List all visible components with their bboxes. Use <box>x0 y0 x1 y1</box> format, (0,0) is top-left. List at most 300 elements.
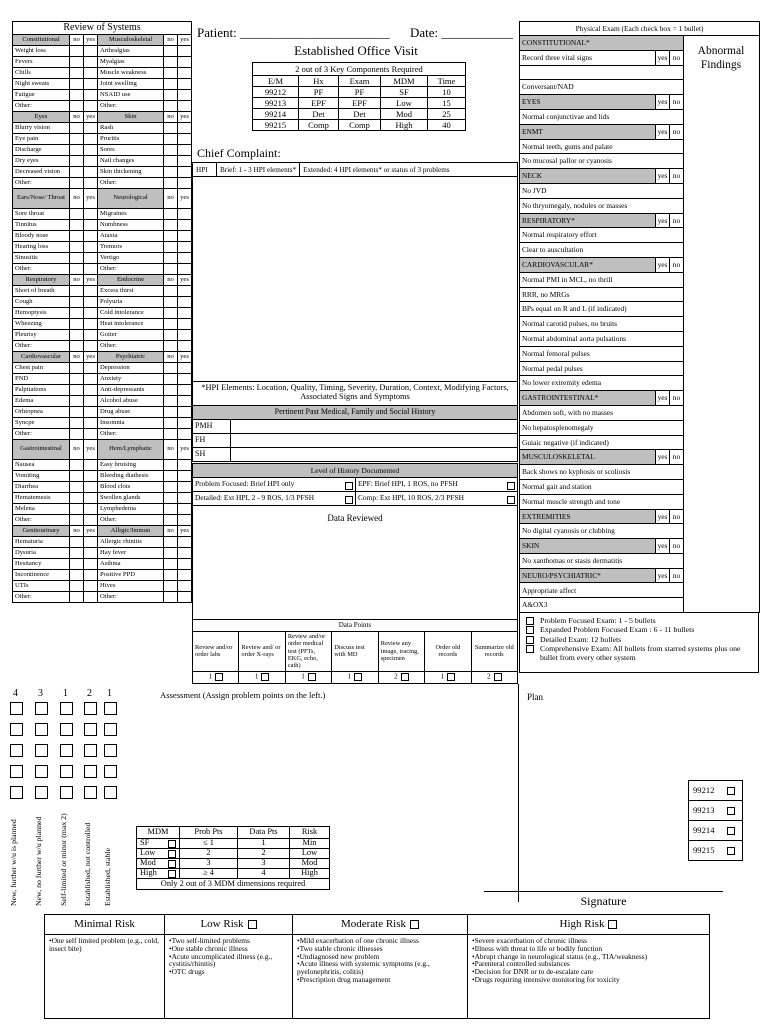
ros-yes-cell[interactable] <box>178 363 192 374</box>
problem-checkbox[interactable] <box>60 723 73 736</box>
ros-yes-cell[interactable] <box>178 145 192 156</box>
ros-no-cell[interactable] <box>164 231 178 242</box>
ros-no-cell[interactable] <box>70 145 84 156</box>
ros-yes-cell[interactable] <box>84 90 98 101</box>
ros-yes-cell[interactable] <box>178 504 192 515</box>
exam-level-option[interactable] <box>526 625 755 634</box>
ros-yes-cell[interactable] <box>84 46 98 57</box>
ros-no-cell[interactable] <box>164 286 178 297</box>
ros-no-cell[interactable] <box>70 407 84 418</box>
ros-yes-cell[interactable] <box>84 559 98 570</box>
checkbox[interactable] <box>507 496 515 504</box>
ros-yes-cell[interactable] <box>178 123 192 134</box>
ros-yes-cell[interactable] <box>84 407 98 418</box>
problem-checkbox[interactable] <box>60 702 73 715</box>
ros-no-cell[interactable] <box>164 209 178 220</box>
ros-yes-cell[interactable] <box>84 385 98 396</box>
exam-yes[interactable]: yes <box>656 257 670 272</box>
checkbox[interactable] <box>261 673 269 681</box>
ros-no-cell[interactable] <box>70 123 84 134</box>
ros-no-cell[interactable] <box>164 374 178 385</box>
problem-checkbox[interactable] <box>84 702 97 715</box>
billing-code-checkbox-cell[interactable] <box>721 801 743 821</box>
checkbox[interactable] <box>507 482 515 490</box>
risk-header[interactable] <box>468 915 710 935</box>
ros-yes-cell[interactable] <box>84 570 98 581</box>
ros-yes-cell[interactable] <box>84 319 98 330</box>
yes-header: yes <box>84 189 98 209</box>
checkbox[interactable] <box>526 626 534 634</box>
ros-no-cell[interactable] <box>70 396 84 407</box>
ros-yes-cell[interactable] <box>178 242 192 253</box>
ros-yes-cell[interactable] <box>178 592 192 603</box>
exam-level-option[interactable] <box>526 616 755 625</box>
ros-yes-cell[interactable] <box>178 418 192 429</box>
problem-checkbox[interactable] <box>35 765 48 778</box>
ros-yes-cell[interactable] <box>178 493 192 504</box>
ros-yes-cell[interactable] <box>84 79 98 90</box>
exam-no[interactable]: no <box>670 95 684 110</box>
data-point-checkbox-cell[interactable] <box>425 671 471 683</box>
exam-yes[interactable]: yes <box>656 568 670 583</box>
ros-no-cell[interactable] <box>70 68 84 79</box>
checkbox[interactable] <box>354 673 362 681</box>
ros-yes-cell[interactable] <box>84 581 98 592</box>
ros-no-cell[interactable] <box>70 308 84 319</box>
problem-checkbox[interactable] <box>10 702 23 715</box>
checkbox[interactable] <box>727 807 735 815</box>
ros-no-cell[interactable] <box>70 134 84 145</box>
ros-no-cell[interactable] <box>70 592 84 603</box>
ros-yes-cell[interactable] <box>178 482 192 493</box>
ros-yes-cell[interactable] <box>84 330 98 341</box>
checkbox[interactable] <box>168 840 176 848</box>
ros-no-cell[interactable] <box>70 253 84 264</box>
mdm-cell: Low <box>290 849 330 859</box>
ros-section-header: Allrgic/Immun <box>98 526 164 537</box>
mdm-cell: Min <box>290 839 330 849</box>
ros-yes-cell[interactable] <box>178 46 192 57</box>
ros-yes-cell[interactable] <box>178 429 192 440</box>
ros-no-cell[interactable] <box>164 515 178 526</box>
em-cell: 99213 <box>253 98 299 109</box>
ros-no-cell[interactable] <box>70 493 84 504</box>
risk-header[interactable] <box>293 915 468 935</box>
problem-checkbox[interactable] <box>60 744 73 757</box>
ros-yes-cell[interactable] <box>84 209 98 220</box>
checkbox[interactable] <box>168 850 176 858</box>
ros-no-cell[interactable] <box>164 134 178 145</box>
ros-no-cell[interactable] <box>164 407 178 418</box>
ros-yes-cell[interactable] <box>84 253 98 264</box>
data-point-value: 1 <box>301 672 305 681</box>
ros-yes-cell[interactable] <box>84 482 98 493</box>
ros-no-cell[interactable] <box>70 504 84 515</box>
exam-no[interactable]: no <box>670 213 684 228</box>
ros-no-cell[interactable] <box>164 90 178 101</box>
data-reviewed-area[interactable] <box>192 506 518 620</box>
data-point-checkbox-cell[interactable] <box>285 671 331 683</box>
ros-no-cell[interactable] <box>164 145 178 156</box>
ros-yes-cell[interactable] <box>84 156 98 167</box>
ros-no-cell[interactable] <box>70 429 84 440</box>
ros-yes-cell[interactable] <box>84 374 98 385</box>
checkbox[interactable] <box>168 860 176 868</box>
ros-no-cell[interactable] <box>70 341 84 352</box>
ros-no-cell[interactable] <box>164 178 178 189</box>
billing-code-checkbox-cell[interactable] <box>721 841 743 861</box>
ros-no-cell[interactable] <box>164 330 178 341</box>
ros-no-cell[interactable] <box>70 231 84 242</box>
ros-no-cell[interactable] <box>70 57 84 68</box>
checkbox[interactable] <box>308 673 316 681</box>
ros-no-cell[interactable] <box>70 482 84 493</box>
exam-yes[interactable]: yes <box>656 509 670 524</box>
ros-yes-cell[interactable] <box>178 90 192 101</box>
mdm-level[interactable] <box>137 859 180 869</box>
ros-no-cell[interactable] <box>164 308 178 319</box>
ros-yes-cell[interactable] <box>178 559 192 570</box>
problem-checkbox[interactable] <box>84 744 97 757</box>
ros-yes-cell[interactable] <box>84 493 98 504</box>
problem-checkbox[interactable] <box>35 744 48 757</box>
problem-checkbox[interactable] <box>10 744 23 757</box>
ros-no-cell[interactable] <box>70 46 84 57</box>
risk-criteria <box>165 935 293 1019</box>
history-pf[interactable]: Problem Focused: Brief HPI only <box>193 478 356 492</box>
pfsh-field[interactable] <box>231 448 518 462</box>
ros-yes-cell[interactable] <box>178 286 192 297</box>
ros-no-cell[interactable] <box>164 559 178 570</box>
ros-no-cell[interactable] <box>70 418 84 429</box>
ros-yes-cell[interactable] <box>178 264 192 275</box>
ros-yes-cell[interactable] <box>84 101 98 112</box>
problem-checkbox[interactable] <box>84 786 97 799</box>
ros-no-cell[interactable] <box>164 548 178 559</box>
billing-code: 99214 <box>689 821 721 841</box>
ros-no-cell[interactable] <box>70 537 84 548</box>
ros-yes-cell[interactable] <box>84 418 98 429</box>
ros-yes-cell[interactable] <box>178 308 192 319</box>
data-point-checkbox-cell[interactable] <box>471 671 517 683</box>
exam-no[interactable]: no <box>670 539 684 554</box>
ros-no-cell[interactable] <box>70 90 84 101</box>
ros-no-cell[interactable] <box>164 156 178 167</box>
ros-yes-cell[interactable] <box>84 68 98 79</box>
risk-header[interactable] <box>165 915 293 935</box>
checkbox[interactable] <box>526 636 534 644</box>
ros-no-cell[interactable] <box>70 581 84 592</box>
ros-no-cell[interactable] <box>70 101 84 112</box>
checkbox[interactable] <box>727 847 735 855</box>
ros-no-cell[interactable] <box>70 559 84 570</box>
data-point-checkbox-cell[interactable] <box>378 671 424 683</box>
problem-checkbox[interactable] <box>35 723 48 736</box>
no-header: no <box>70 352 84 363</box>
ros-no-cell[interactable] <box>164 123 178 134</box>
ros-yes-cell[interactable] <box>178 460 192 471</box>
ros-yes-cell[interactable] <box>84 504 98 515</box>
ros-yes-cell[interactable] <box>84 363 98 374</box>
exam-level-option[interactable] <box>526 644 755 663</box>
ros-yes-cell[interactable] <box>178 231 192 242</box>
checkbox[interactable] <box>526 645 534 653</box>
ros-no-cell[interactable] <box>164 79 178 90</box>
ros-yes-cell[interactable] <box>178 178 192 189</box>
ros-yes-cell[interactable] <box>84 57 98 68</box>
ros-no-cell[interactable] <box>70 286 84 297</box>
exam-system-header: CARDIOVASCULAR* <box>520 257 656 272</box>
ros-yes-cell[interactable] <box>178 341 192 352</box>
ros-yes-cell[interactable] <box>84 341 98 352</box>
exam-yes[interactable]: yes <box>656 169 670 184</box>
ros-yes-cell[interactable] <box>178 548 192 559</box>
ros-no-cell[interactable] <box>164 341 178 352</box>
ros-no-cell[interactable] <box>164 297 178 308</box>
exam-no[interactable]: no <box>670 391 684 406</box>
ros-no-cell[interactable] <box>70 79 84 90</box>
ros-no-cell[interactable] <box>70 242 84 253</box>
data-point-label: Summarize old records <box>471 632 517 672</box>
exam-no[interactable]: no <box>670 169 684 184</box>
em-cell: Comp <box>339 120 381 131</box>
pfsh-field[interactable] <box>231 420 518 434</box>
ros-no-cell[interactable] <box>70 330 84 341</box>
ros-yes-cell[interactable] <box>84 548 98 559</box>
ros-yes-cell[interactable] <box>178 79 192 90</box>
ros-no-cell[interactable] <box>70 297 84 308</box>
exam-level-option[interactable] <box>526 635 755 644</box>
exam-no[interactable]: no <box>670 257 684 272</box>
ros-no-cell[interactable] <box>164 537 178 548</box>
ros-yes-cell[interactable] <box>178 167 192 178</box>
ros-no-cell[interactable] <box>164 68 178 79</box>
ros-no-cell[interactable] <box>70 570 84 581</box>
ros-yes-cell[interactable] <box>84 167 98 178</box>
ros-symptom: Heat intolerance <box>98 319 164 330</box>
ros-yes-cell[interactable] <box>178 471 192 482</box>
ros-yes-cell[interactable] <box>84 396 98 407</box>
problem-checkbox[interactable] <box>104 744 117 757</box>
ros-yes-cell[interactable] <box>178 101 192 112</box>
ros-no-cell[interactable] <box>164 220 178 231</box>
problem-checkbox[interactable] <box>35 702 48 715</box>
ros-yes-cell[interactable] <box>84 145 98 156</box>
ros-yes-cell[interactable] <box>84 308 98 319</box>
billing-code-checkbox-cell[interactable] <box>721 781 743 801</box>
ros-no-cell[interactable] <box>70 385 84 396</box>
ros-no-cell[interactable] <box>164 429 178 440</box>
ros-yes-cell[interactable] <box>84 429 98 440</box>
ros-yes-cell[interactable] <box>84 134 98 145</box>
ros-yes-cell[interactable] <box>178 396 192 407</box>
problem-checkbox[interactable] <box>104 765 117 778</box>
ros-no-cell[interactable] <box>70 220 84 231</box>
ros-yes-cell[interactable] <box>84 297 98 308</box>
problem-checkbox[interactable] <box>35 786 48 799</box>
history-comp[interactable]: Comp: Ext HPI, 10 ROS, 2/3 PFSH <box>356 492 518 506</box>
ros-no-cell[interactable] <box>164 242 178 253</box>
ros-yes-cell[interactable] <box>84 537 98 548</box>
exam-yes[interactable]: yes <box>656 124 670 139</box>
billing-code-checkbox-cell[interactable] <box>721 821 743 841</box>
ros-no-cell[interactable] <box>164 396 178 407</box>
ros-no-cell[interactable] <box>70 374 84 385</box>
ros-no-cell[interactable] <box>164 253 178 264</box>
ros-yes-cell[interactable] <box>178 253 192 264</box>
abnormal-findings-column[interactable] <box>684 36 760 613</box>
ros-yes-cell[interactable] <box>178 57 192 68</box>
problem-checkbox[interactable] <box>104 786 117 799</box>
exam-no[interactable]: no <box>670 124 684 139</box>
exam-yes[interactable]: yes <box>656 213 670 228</box>
ros-no-cell[interactable] <box>70 319 84 330</box>
ros-yes-cell[interactable] <box>84 178 98 189</box>
data-point-checkbox-cell[interactable] <box>332 671 378 683</box>
ros-no-cell[interactable] <box>164 167 178 178</box>
data-point-checkbox-cell[interactable] <box>239 671 285 683</box>
mdm-level[interactable] <box>137 869 180 879</box>
ros-yes-cell[interactable] <box>178 537 192 548</box>
ros-yes-cell[interactable] <box>178 570 192 581</box>
ros-no-cell[interactable] <box>164 385 178 396</box>
history-epf[interactable]: EPF: Brief HPI, 1 ROS, no PFSH <box>356 478 518 492</box>
exam-yes[interactable]: yes <box>656 50 670 65</box>
ros-no-cell[interactable] <box>70 515 84 526</box>
problem-checkbox[interactable] <box>84 723 97 736</box>
exam-yes[interactable]: yes <box>656 539 670 554</box>
checkbox[interactable] <box>248 920 257 929</box>
ros-yes-cell[interactable] <box>84 264 98 275</box>
ros-yes-cell[interactable] <box>178 374 192 385</box>
exam-yes[interactable]: yes <box>656 95 670 110</box>
problem-checkbox[interactable] <box>60 786 73 799</box>
mdm-level[interactable] <box>137 839 180 849</box>
ros-no-cell[interactable] <box>164 363 178 374</box>
checkbox[interactable] <box>727 787 735 795</box>
ros-no-cell[interactable] <box>164 581 178 592</box>
problem-checkbox[interactable] <box>104 723 117 736</box>
hpi-area[interactable] <box>192 177 518 382</box>
data-point-label: Review and/or order labs <box>193 632 239 672</box>
checkbox[interactable] <box>168 870 176 878</box>
ros-no-cell[interactable] <box>70 178 84 189</box>
ros-no-cell[interactable] <box>70 471 84 482</box>
checkbox[interactable] <box>401 673 409 681</box>
checkbox[interactable] <box>526 617 534 625</box>
ros-yes-cell[interactable] <box>84 515 98 526</box>
mdm-level[interactable] <box>137 849 180 859</box>
ros-yes-cell[interactable] <box>178 385 192 396</box>
ros-yes-cell[interactable] <box>84 231 98 242</box>
ros-symptom: UTIs <box>13 581 70 592</box>
ros-yes-cell[interactable] <box>84 471 98 482</box>
ros-yes-cell[interactable] <box>84 286 98 297</box>
exam-yes[interactable]: yes <box>656 450 670 465</box>
ros-symptom: Other: <box>13 429 70 440</box>
no-header: no <box>70 440 84 460</box>
data-point-checkbox-cell[interactable] <box>193 671 239 683</box>
ros-no-cell[interactable] <box>70 460 84 471</box>
ros-yes-cell[interactable] <box>178 297 192 308</box>
ros-yes-cell[interactable] <box>178 68 192 79</box>
ros-symptom: Hemoptysis <box>13 308 70 319</box>
checkbox[interactable] <box>494 673 502 681</box>
exam-no[interactable]: no <box>670 509 684 524</box>
checkbox[interactable] <box>345 496 353 504</box>
exam-no[interactable]: no <box>670 450 684 465</box>
ros-no-cell[interactable] <box>70 209 84 220</box>
ros-yes-cell[interactable] <box>84 592 98 603</box>
yes-header: yes <box>178 275 192 286</box>
ros-no-cell[interactable] <box>164 570 178 581</box>
ros-no-cell[interactable] <box>164 46 178 57</box>
ros-yes-cell[interactable] <box>178 330 192 341</box>
problem-checkbox[interactable] <box>60 765 73 778</box>
ros-no-cell[interactable] <box>164 471 178 482</box>
ros-yes-cell[interactable] <box>84 242 98 253</box>
checkbox[interactable] <box>447 673 455 681</box>
exam-yes[interactable]: yes <box>656 391 670 406</box>
ros-symptom: Blood clots <box>98 482 164 493</box>
problem-checkbox[interactable] <box>104 702 117 715</box>
ros-yes-cell[interactable] <box>84 123 98 134</box>
ros-yes-cell[interactable] <box>84 220 98 231</box>
checkbox[interactable] <box>410 920 419 929</box>
ros-symptom: Arthralgias <box>98 46 164 57</box>
ros-no-cell[interactable] <box>164 460 178 471</box>
checkbox[interactable] <box>215 673 223 681</box>
ros-no-cell[interactable] <box>70 548 84 559</box>
ros-yes-cell[interactable] <box>178 220 192 231</box>
ros-yes-cell[interactable] <box>178 209 192 220</box>
ros-no-cell[interactable] <box>70 363 84 374</box>
ros-no-cell[interactable] <box>164 319 178 330</box>
ros-yes-cell[interactable] <box>178 319 192 330</box>
pfsh-field[interactable] <box>231 434 518 448</box>
checkbox[interactable] <box>727 827 735 835</box>
ros-yes-cell[interactable] <box>178 515 192 526</box>
ros-yes-cell[interactable] <box>178 134 192 145</box>
ros-no-cell[interactable] <box>164 592 178 603</box>
ros-no-cell[interactable] <box>164 482 178 493</box>
ros-no-cell[interactable] <box>164 504 178 515</box>
exam-no[interactable]: no <box>670 568 684 583</box>
ros-no-cell[interactable] <box>164 418 178 429</box>
ros-no-cell[interactable] <box>70 264 84 275</box>
problem-checkbox[interactable] <box>10 765 23 778</box>
ros-symptom: Polyuria <box>98 297 164 308</box>
ros-yes-cell[interactable] <box>178 156 192 167</box>
ros-yes-cell[interactable] <box>178 581 192 592</box>
ros-no-cell[interactable] <box>164 493 178 504</box>
problem-checkbox[interactable] <box>84 765 97 778</box>
history-detailed[interactable]: Detailed: Ext HPI, 2 - 9 ROS, 1/3 PFSH <box>193 492 356 506</box>
ros-no-cell[interactable] <box>70 156 84 167</box>
ros-no-cell[interactable] <box>70 167 84 178</box>
checkbox[interactable] <box>345 482 353 490</box>
ros-no-cell[interactable] <box>164 264 178 275</box>
checkbox[interactable] <box>608 920 617 929</box>
ros-yes-cell[interactable] <box>84 460 98 471</box>
problem-checkbox[interactable] <box>10 723 23 736</box>
problem-checkbox[interactable] <box>10 786 23 799</box>
ros-no-cell[interactable] <box>164 101 178 112</box>
exam-no[interactable]: no <box>670 50 684 65</box>
risk-item: •Drugs requiring intensive monitoring for toxicity <box>472 974 620 984</box>
ros-yes-cell[interactable] <box>178 407 192 418</box>
ros-no-cell[interactable] <box>164 57 178 68</box>
